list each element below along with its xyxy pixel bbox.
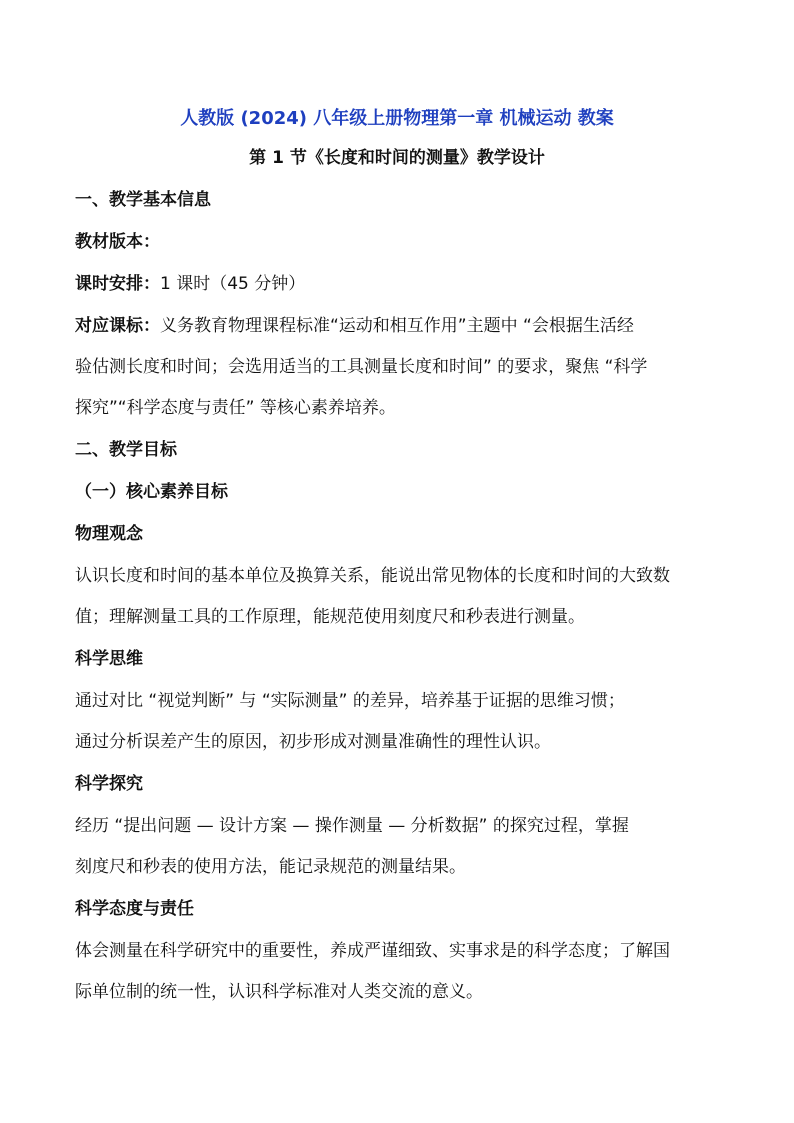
hours-value: 1 课时（45 分钟） xyxy=(160,274,306,294)
inquiry-line-1: 经历 “提出问题 — 设计方案 — 操作测量 — 分析数据” 的探究过程，掌握 xyxy=(75,816,629,836)
textbook-row xyxy=(75,228,725,256)
standard-text-line-1: 义务教育物理课程标准“运动和相互作用”主题中 “会根据生活经 xyxy=(160,316,634,336)
inquiry-line-2: 刻度尺和秒表的使用方法，能记录规范的测量结果。 xyxy=(75,857,466,877)
document-title: 人教版 (2024) 八年级上册物理第一章 机械运动 教案 xyxy=(180,108,614,129)
subsection-heading-core-literacy: （一）核心素养目标 xyxy=(75,482,228,502)
standard-text-line-3: 探究”“科学态度与责任” 等核心素养培养。 xyxy=(75,398,396,418)
heading-scientific-inquiry: 科学探究 xyxy=(75,774,143,794)
heading-physics-concept: 物理观念 xyxy=(75,524,143,544)
attitude-line-2: 际单位制的统一性，认识科学标准对人类交流的意义。 xyxy=(75,982,483,1002)
document-subtitle: 第 1 节《长度和时间的测量》教学设计 xyxy=(249,148,545,168)
heading-attitude-responsibility: 科学态度与责任 xyxy=(75,899,194,919)
hours-label: 课时安排： xyxy=(75,274,160,294)
section-heading-basic-info: 一、教学基本信息 xyxy=(75,190,211,210)
textbook-label: 教材版本： xyxy=(75,232,160,252)
heading-scientific-thinking: 科学思维 xyxy=(75,649,143,669)
thinking-line-1: 通过对比 “视觉判断” 与 “实际测量” 的差异，培养基于证据的思维习惯； xyxy=(75,691,625,711)
physics-concept-line-1: 认识长度和时间的基本单位及换算关系，能说出常见物体的长度和时间的大致数 xyxy=(75,566,670,586)
standard-row xyxy=(75,312,725,340)
attitude-line-1: 体会测量在科学研究中的重要性，养成严谨细致、实事求是的科学态度；了解国 xyxy=(75,941,670,961)
physics-concept-line-2: 值；理解测量工具的工作原理，能规范使用刻度尺和秒表进行测量。 xyxy=(75,607,585,627)
hours-row xyxy=(75,270,725,298)
thinking-line-2: 通过分析误差产生的原因，初步形成对测量准确性的理性认识。 xyxy=(75,732,551,752)
standard-text-line-2: 验估测长度和时间；会选用适当的工具测量长度和时间” 的要求，聚焦 “科学 xyxy=(75,357,648,377)
standard-label: 对应课标： xyxy=(75,316,160,336)
section-heading-objectives: 二、教学目标 xyxy=(75,440,177,460)
